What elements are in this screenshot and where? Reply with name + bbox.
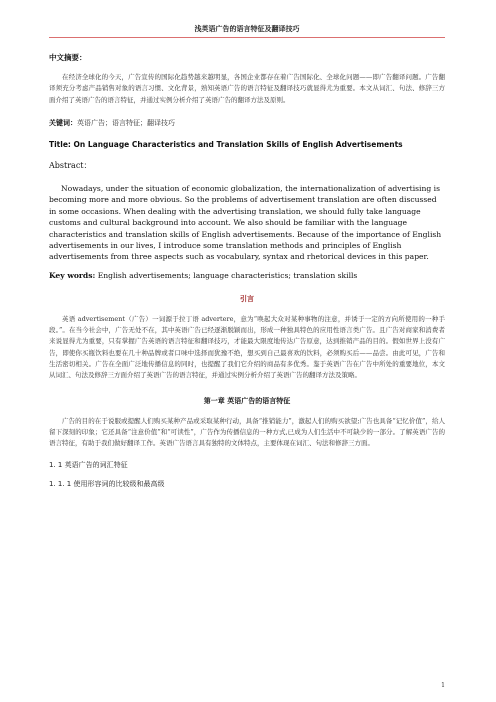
cn-abstract-heading: 中文摘要：: [49, 53, 87, 62]
cn-abstract-text: 在经济全球化的今天，广告宣传的国际化趋势越来越明显，各国企业都存在着广告国际化、全球化问题——即广告翻译问题。广告翻译须充分考虑产品销售对象的语言习惯、文化背景，熟知英语广告的语言特征及翻译技巧就显得尤为重要。本文从词汇、句法、修辞三方面介绍了英语广告的语言特征，并通过实例分析介绍了英语广告的翻译方法及原则。: [49, 73, 445, 104]
en-keywords: [49, 271, 445, 280]
page-number: 1: [441, 682, 445, 689]
section-1-1-1-heading: 1. 1. 1 使用形容词的比较级和最高级: [49, 480, 165, 489]
chapter1-heading: 第一章 英语广告的语言特征: [203, 396, 291, 405]
cn-keywords-value: 英语广告；语言特征；翻译技巧: [77, 118, 175, 127]
en-keywords-value: English advertisements; language characteristics; translation skills: [95, 270, 358, 280]
cn-keywords: [49, 118, 445, 128]
en-abstract-text: Nowadays, under the situation of economic globalization, the internationalization of advertising is becoming more and more obvious. So the problems of advertisement translation are often discussed in some occasions. When dealing with the advertising translation, we should fully take language customs and cultural background into account. We also should be familiar with the language characteristics and translation skills of English advertisements. Because of the importance of English advertisements in our lives, I introduce some translation methods and principles of English advertisements from three aspects such as vocabulary, syntax and rhetorical devices in this paper.: [49, 183, 442, 262]
chapter1-text: 广告的目的在于说服或提醒人们购买某种产品或采取某种行动，具备“推销能力”，激起人们的购买欲望;广告也具备“记忆价值”，给人留下深刻的印象；它还具备“注意价值”和“可读性”，广告作为传播信息的一种方式,已成为人们生活中不可缺少的一部分。了解英语广告的语言特征，有助于我们做好翻译工作。英语广告语言具有独特的文体特点，主要体现在词汇、句法和修辞三方面。: [49, 416, 445, 448]
section-1-1-heading: 1. 1 英语广告的词汇特征: [49, 461, 128, 470]
en-title: Title: On Language Characteristics and Translation Skills of English Advertisements: [49, 139, 403, 149]
intro-text: 英语 advertisement（广告）一词源于拉丁语 advertere，意为“唤起大众对某种事物的注意，并诱于一定的方向所使用的一种手段。”。在当今社会中，广告无处不在，其中英语广告已经逐渐脱颖而出，形成一种独具特色的应用性语言类广告。且广告对商家和消费者来说显得尤为重要，只有掌握广告英语的语言特征和翻译技巧，才能最大限度地传达广告原意，达到推销产品的目的。假如世界上没有广告，即使你买瓶饮料也要在几十种品牌或者口味中选择而犹豫不绝，想买到自己最喜欢的饮料，必须购买后——品尝。由此可见，广告和生活密切相关。广告在全面广泛地传播信息的同时，也提醒了我们它介绍的商品有多优秀。鉴于英语广告在广告中所处的重要地位，本文从词汇、句法及修辞三方面介绍了英语广告的语言特征，并通过实例分析介绍了英语广告的翻译方法及策略。: [49, 314, 445, 380]
en-abstract-label: Abstract：: [49, 160, 92, 170]
en-keywords-label: Key words:: [49, 270, 96, 280]
title-underline: [49, 37, 445, 38]
paper-title: 浅英语广告的语言特征及翻译技巧: [194, 25, 300, 33]
cn-keywords-label: 关键词：: [49, 118, 77, 127]
intro-heading: 引言: [240, 294, 254, 303]
